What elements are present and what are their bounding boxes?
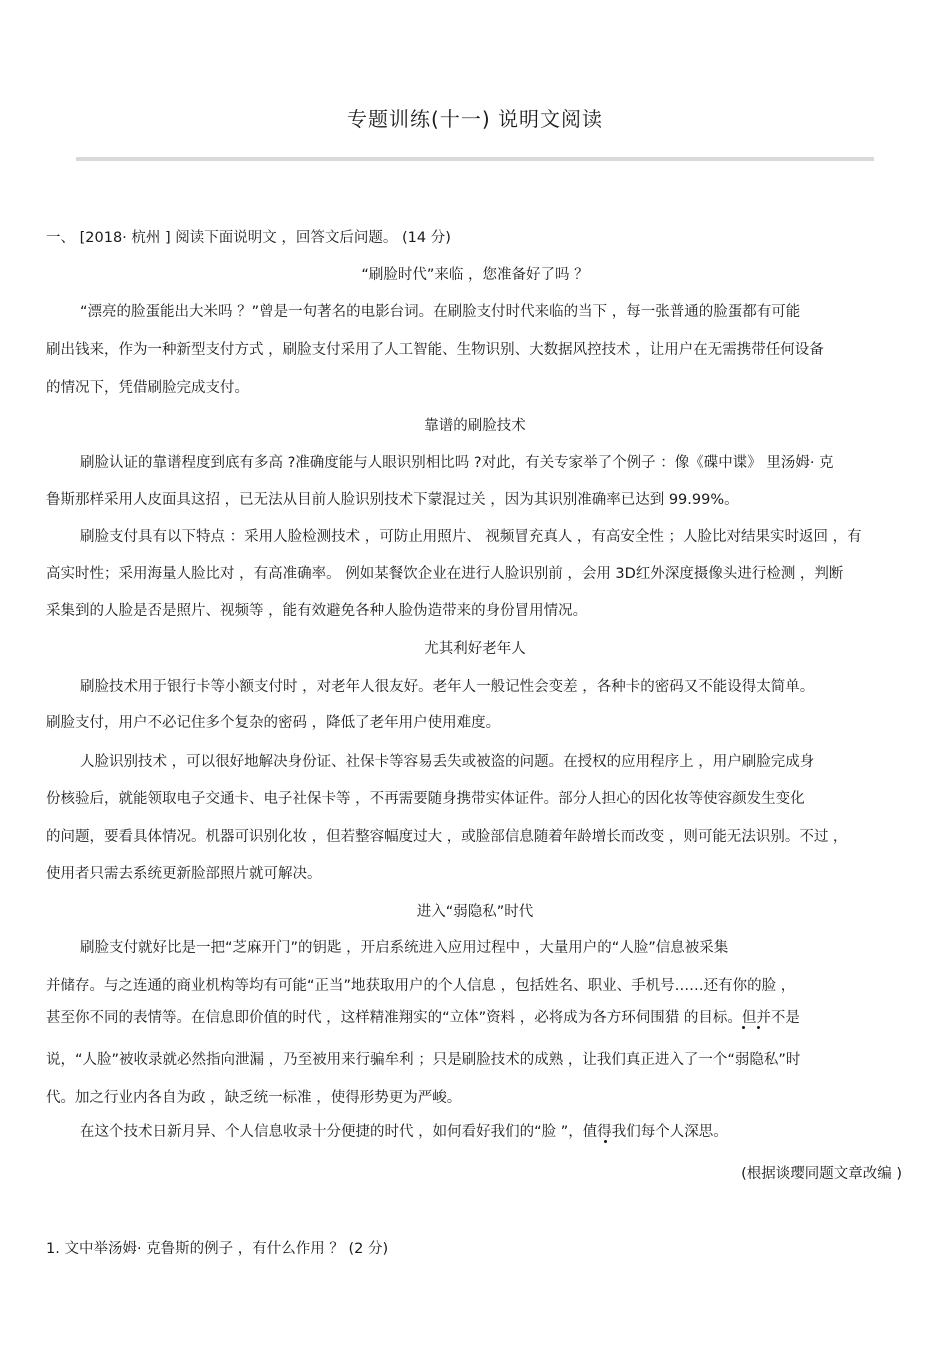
- paragraph-1-line: 的情况下，凭借刷脸完成支付。: [46, 380, 249, 396]
- emphasis-dot: [604, 1140, 607, 1143]
- emphasis-dot: [742, 1026, 745, 1029]
- page-title: 专题训练(十一) 说明文阅读: [347, 107, 603, 131]
- paragraph-1-line: “漂亮的脸蛋能出大米吗 ？”曾是一句著名的电影台词。在刷脸支付时代来临的当下 ，每一张普通的脸蛋都有可能: [80, 304, 801, 320]
- section-heading: 靠谱的刷脸技术: [424, 418, 526, 434]
- paragraph-6-line: 说，“人脸”被收录就必然指向泄漏 ，乃至被用来行骗牟利 ；只是刷脸技术的成熟 ，让我们真正进入了一个“弱隐私”时: [46, 1052, 801, 1068]
- paragraph-5-line: 人脸识别技术 ，可以很好地解决身份证、社保卡等容易丢失或被盗的问题。在授权的应用程序上 ，用户刷脸完成身: [80, 754, 815, 770]
- source-note: (根据谈璎同题文章改编 ): [741, 1166, 902, 1182]
- paragraph-4-line: 刷脸技术用于银行卡等小额支付时 ，对老年人很友好。老年人一般记性会变差 ，各种卡的密码又不能设得太简单。: [80, 679, 815, 695]
- article-title: “刷脸时代”来临 ，您准备好了吗 ？: [361, 267, 589, 283]
- paragraph-3-line: 刷脸支付具有以下特点 ：采用人脸检测技术 ，可防止用照片、 视频冒充真人 ，有高安全性 ；人脸比对结果实时返回 ，有: [80, 529, 862, 545]
- paragraph-6-line: 代。加之行业内各自为政 ，缺乏统一标准 ，使得形势更为严峻。: [46, 1090, 462, 1106]
- paragraph-2-line: 鲁斯那样采用人皮面具这招 ，已无法从目前人脸识别技术下蒙混过关 ，因为其识别准确率已达到 99.99%。: [46, 492, 739, 508]
- paragraph-3-line: 采集到的人脸是否是照片、视频等 ，能有效避免各种人脸伪造带来的身份冒用情况。: [46, 603, 588, 619]
- paragraph-6-line: 甚至你不同的表情等。在信息即价值的时代 ，这样精准翔实的“立体”资料 ，必将成为各方环伺围猎 的目标。但并不是: [46, 1010, 800, 1026]
- paragraph-7-line: 在这个技术日新月异、个人信息收录十分便捷的时代 ，如何看好我们的“脸 ”，值得我们每个人深思。: [80, 1124, 728, 1140]
- section-heading: 进入“弱隐私”时代: [416, 904, 534, 920]
- emphasis-dot: [757, 1026, 760, 1029]
- paragraph-1-line: 刷出钱来，作为一种新型支付方式 ，刷脸支付采用了人工智能、生物识别、大数据风控技术 ，让用户在无需携带任何设备: [46, 342, 824, 358]
- paragraph-5-line: 使用者只需去系统更新脸部照片就可解决。: [46, 866, 322, 882]
- paragraph-4-line: 刷脸支付，用户不必记住多个复杂的密码 ，降低了老年用户使用难度。: [46, 715, 501, 731]
- paragraph-6-line: 刷脸支付就好比是一把“芝麻开门”的钥匙 ，开启系统进入应用过程中 ，大量用户的“人脸”信息被采集: [80, 940, 729, 956]
- paragraph-5-line: 份核验后，就能领取电子交通卡、电子社保卡等 ，不再需要随身携带实体证件。部分人担心的因化妆等使容颜发生变化: [46, 791, 805, 807]
- title-divider: [76, 157, 874, 161]
- paragraph-2-line: 刷脸认证的靠谱程度到底有多高 ?准确度能与人眼识别相比吗 ?对此，有关专家举了个例子 ：像《碟中谍》 里汤姆· 克: [80, 455, 834, 471]
- paragraph-3-line: 高实时性；采用海量人脸比对 ，有高准确率。 例如某餐饮企业在进行人脸识别前 ，会用 3D红外深度摄像头进行检测 ，判断: [46, 566, 844, 582]
- section-heading: 尤其利好老年人: [424, 641, 526, 657]
- paragraph-5-line: 的问题，要看具体情况。机器可识别化妆 ，但若整容幅度过大 ，或脸部信息随着年龄增长而改变 ，则可能无法识别。不过 ，: [46, 829, 848, 845]
- paragraph-6-line: 并储存。与之连通的商业机构等均有可能“正当”地获取用户的个人信息 ，包括姓名、职业、手机号……还有你的脸 ，: [46, 978, 796, 994]
- question-header: 一、 [2018· 杭州 ] 阅读下面说明文 ，回答文后问题。 (14 分): [46, 230, 451, 246]
- question-1: 1. 文中举汤姆· 克鲁斯的例子 ，有什么作用 ？ (2 分): [46, 1241, 389, 1257]
